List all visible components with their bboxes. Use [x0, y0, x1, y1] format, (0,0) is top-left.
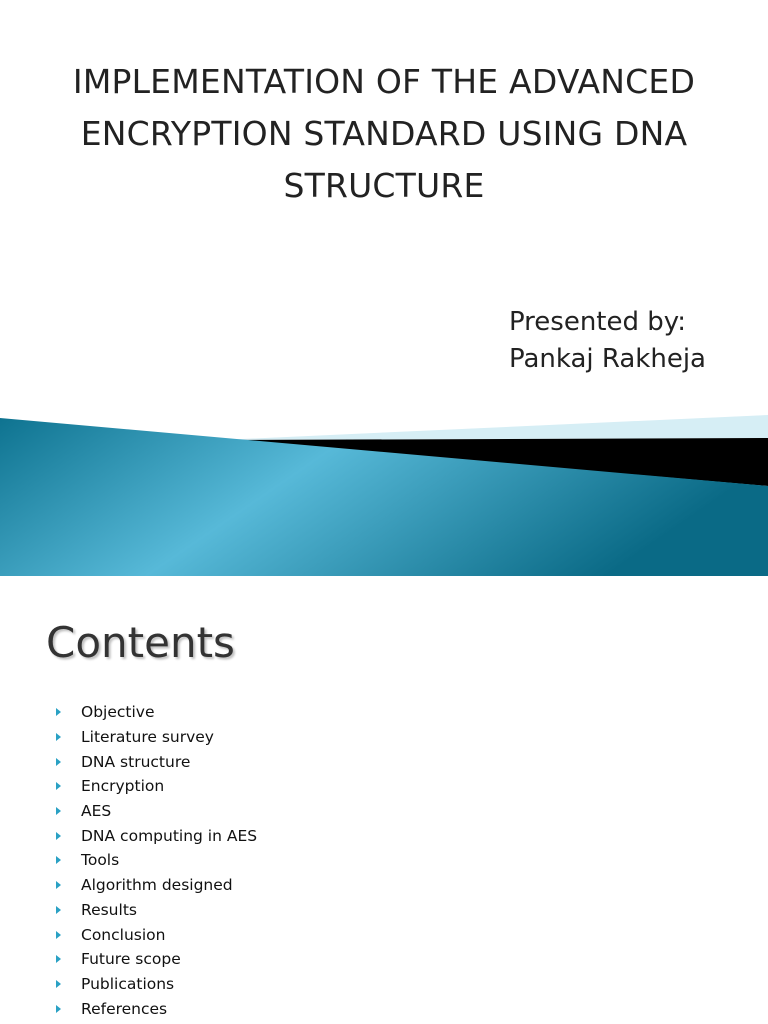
list-item — [52, 749, 257, 774]
presenter-block — [509, 304, 706, 378]
presented-by-label: Presented by: — [508, 307, 687, 337]
bullet-arrow-icon — [56, 733, 61, 741]
list-item — [52, 848, 257, 873]
bullet-arrow-icon — [56, 906, 61, 914]
bullet-arrow-icon — [56, 832, 61, 840]
list-item-label: Literature survey — [81, 728, 214, 747]
pale-stripe — [220, 415, 768, 440]
bullet-arrow-icon — [56, 708, 61, 716]
contents-list — [52, 700, 257, 1021]
list-item — [52, 898, 257, 923]
list-item — [52, 972, 257, 997]
list-item — [52, 725, 257, 750]
list-item-label: Future scope — [81, 950, 181, 969]
list-item — [52, 823, 257, 848]
title-line: ENCRYPTION STANDARD USING DNA — [80, 114, 688, 153]
list-item-label: Objective — [81, 703, 155, 722]
bullet-arrow-icon — [56, 758, 61, 766]
list-item — [52, 873, 257, 898]
list-item-label: DNA computing in AES — [81, 826, 258, 845]
title-line: STRUCTURE — [283, 166, 485, 205]
list-item-label: Publications — [81, 974, 175, 993]
bullet-arrow-icon — [56, 980, 61, 988]
list-item — [52, 947, 257, 972]
list-item — [52, 700, 257, 725]
list-item-label: Algorithm designed — [81, 876, 233, 895]
title-line: IMPLEMENTATION OF THE ADVANCED — [72, 62, 696, 101]
list-item — [52, 922, 257, 947]
contents-heading: Contents — [46, 618, 235, 667]
list-item-label: Results — [81, 900, 137, 919]
list-item-label: References — [81, 999, 168, 1018]
list-item-label: Conclusion — [81, 925, 166, 944]
list-item — [52, 774, 257, 799]
bullet-arrow-icon — [56, 856, 61, 864]
bullet-arrow-icon — [56, 1005, 61, 1013]
list-item — [52, 996, 257, 1021]
decorative-band — [0, 400, 768, 576]
bullet-arrow-icon — [56, 881, 61, 889]
presenter-name: Pankaj Rakheja — [508, 344, 706, 374]
list-item-label: AES — [81, 802, 112, 821]
bullet-arrow-icon — [56, 931, 61, 939]
contents-slide — [0, 576, 768, 1024]
bullet-arrow-icon — [56, 955, 61, 963]
slide-title — [0, 56, 768, 212]
list-item-label: DNA structure — [81, 752, 191, 771]
list-item-label: Tools — [81, 851, 120, 870]
bullet-arrow-icon — [56, 807, 61, 815]
list-item — [52, 799, 257, 824]
list-item-label: Encryption — [81, 777, 165, 796]
bullet-arrow-icon — [56, 782, 61, 790]
